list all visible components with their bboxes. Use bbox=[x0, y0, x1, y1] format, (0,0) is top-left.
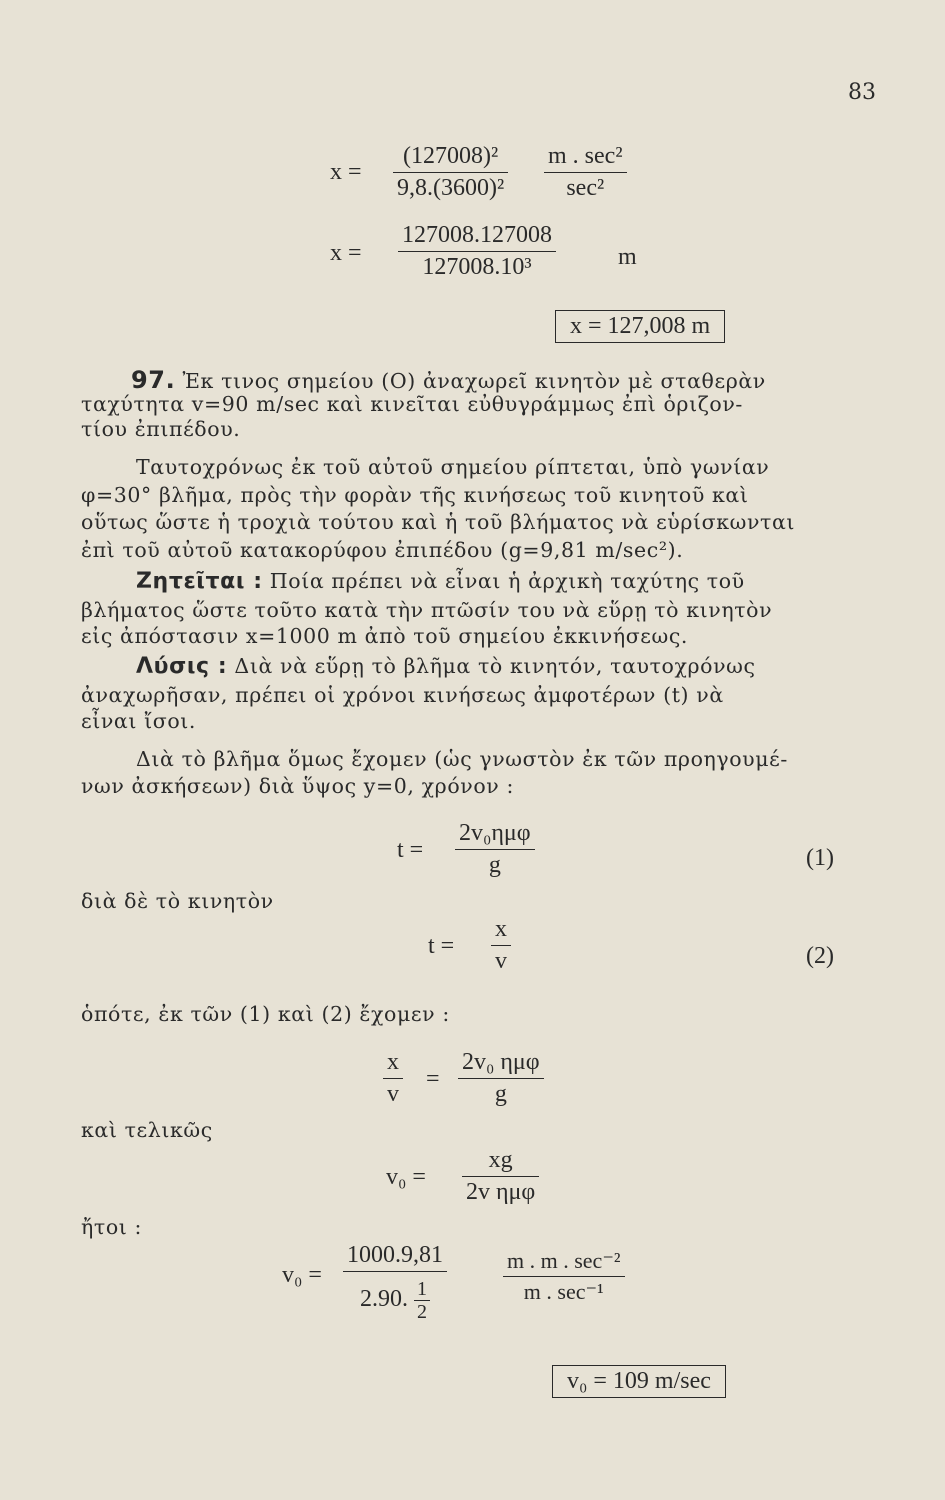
p2-line-4: ἐπὶ τοῦ αὐτοῦ κατακορύφου ἐπιπέδου (g=9,81 m/sec²). bbox=[81, 538, 684, 562]
eq1-num: 2v₀ημφ bbox=[455, 820, 535, 850]
eq-a-den-1: 9,8.(3600)² bbox=[397, 175, 505, 201]
eq4-den: 2v ημφ bbox=[466, 1179, 536, 1205]
p1-line-2: ταχύτητα v=90 m/sec καὶ κινεῖται εὐθυγράμμως ἐπὶ ὁριζον- bbox=[81, 392, 743, 416]
eq2-num: x bbox=[491, 916, 511, 946]
page-number: 83 bbox=[848, 80, 876, 105]
eq-a-lhs: x = bbox=[330, 159, 362, 185]
eq5-half-num: 1 bbox=[414, 1278, 430, 1301]
p3-line-3: εἰς ἀπόστασιν x=1000 m ἀπὸ τοῦ σημείου ἐκκινήσεως. bbox=[81, 624, 689, 648]
text-hence: ὁπότε, ἐκ τῶν (1) καὶ (2) ἔχομεν : bbox=[81, 1002, 450, 1026]
p4-text-1: Διὰ νὰ εὕρῃ τὸ βλῆμα τὸ κινητόν, ταυτοχρόνως bbox=[234, 654, 756, 678]
eq3-fraction-left bbox=[383, 1049, 403, 1108]
eq5-lhs: v₀ = bbox=[282, 1262, 322, 1288]
eq-b-den: 127008.10³ bbox=[422, 254, 532, 280]
eq-a-num-2: m . sec² bbox=[544, 143, 627, 173]
eq5-half bbox=[414, 1278, 430, 1323]
eq5-fraction bbox=[343, 1242, 447, 1323]
eq-b-fraction bbox=[398, 222, 556, 281]
eq5-den-a: 2.90. bbox=[360, 1286, 408, 1313]
p1-line-3: τίου ἐπιπέδου. bbox=[81, 417, 241, 441]
eq3-num-right: 2v₀ ημφ bbox=[458, 1049, 544, 1079]
eq3-equals: = bbox=[426, 1066, 440, 1092]
text-finally: καὶ τελικῶς bbox=[81, 1118, 213, 1142]
eq1-tag: (1) bbox=[806, 845, 834, 871]
p2-line-2: φ=30° βλῆμα, πρὸς τὴν φορὰν τῆς κινήσεως τοῦ κινητοῦ καὶ bbox=[81, 483, 749, 507]
eq4-lhs: v₀ = bbox=[386, 1164, 426, 1190]
eq1-fraction bbox=[455, 820, 535, 879]
result-box-1: x = 127,008 m bbox=[555, 310, 725, 343]
eq2-den: v bbox=[495, 948, 507, 974]
p4-line-3: εἶναι ἴσοι. bbox=[81, 709, 197, 733]
eq5-unit-fraction bbox=[503, 1248, 625, 1305]
eq5-unit-num: m . m . sec⁻² bbox=[503, 1248, 625, 1277]
zeteitai-label: Ζητεῖται : bbox=[136, 569, 263, 594]
p4-line-2: ἀναχωρῆσαν, πρέπει οἱ χρόνοι κινήσεως ἀμφοτέρων (t) νὰ bbox=[81, 683, 724, 707]
p4-line-1 bbox=[136, 654, 756, 679]
p3-line-1 bbox=[136, 569, 745, 594]
text-ie: ἤτοι : bbox=[81, 1215, 143, 1239]
lysis-label: Λύσις : bbox=[136, 654, 228, 679]
eq2-fraction bbox=[491, 916, 511, 975]
p1-text-1: Ἐκ τινος σημείου (Ο) ἀναχωρεῖ κινητὸν μὲ σταθερὰν bbox=[182, 369, 766, 393]
p1-line-1 bbox=[81, 366, 766, 394]
eq-a-den-2: sec² bbox=[566, 175, 605, 201]
p3-line-2: βλήματος ὥστε τοῦτο κατὰ τὴν πτῶσίν του νὰ εὕρῃ τὸ κινητὸν bbox=[81, 598, 773, 622]
eq3-den-left: v bbox=[387, 1081, 399, 1107]
eq-b-unit: m bbox=[618, 244, 637, 270]
eq1-den: g bbox=[488, 852, 501, 878]
eq-b-num: 127008.127008 bbox=[398, 222, 556, 252]
eq5-den bbox=[343, 1272, 447, 1323]
eq-a-fraction-2 bbox=[544, 143, 627, 202]
eq5-half-den: 2 bbox=[417, 1301, 427, 1323]
result-box-2: v₀ = 109 m/sec bbox=[552, 1365, 726, 1398]
eq-a-num-1: (127008)² bbox=[393, 143, 508, 173]
eq3-num-left: x bbox=[383, 1049, 403, 1079]
eq2-lhs: t = bbox=[428, 933, 455, 959]
eq3-den-right: g bbox=[494, 1081, 507, 1107]
p2-line-1: Ταυτοχρόνως ἐκ τοῦ αὐτοῦ σημείου ρίπτεται, ὑπὸ γωνίαν bbox=[136, 455, 770, 479]
text-for-mobile: διὰ δὲ τὸ κινητὸν bbox=[81, 889, 274, 913]
eq5-unit-den: m . sec⁻¹ bbox=[523, 1279, 604, 1304]
p5-line-2: νων ἀσκήσεων) διὰ ὕψος y=0, χρόνον : bbox=[81, 774, 514, 798]
eq2-tag: (2) bbox=[806, 943, 834, 969]
p3-text-1: Ποία πρέπει νὰ εἶναι ἡ ἀρχικὴ ταχύτης τοῦ bbox=[269, 569, 745, 593]
p5-line-1: Διὰ τὸ βλῆμα ὅμως ἔχομεν (ὡς γνωστὸν ἐκ τῶν προηγουμέ- bbox=[136, 747, 788, 771]
p2-line-3: οὕτως ὥστε ἡ τροχιὰ τούτου καὶ ἡ τοῦ βλήματος νὰ εὑρίσκωνται bbox=[81, 510, 796, 534]
eq-a-fraction-1 bbox=[393, 143, 508, 202]
eq3-fraction-right bbox=[458, 1049, 544, 1108]
eq5-num: 1000.9,81 bbox=[343, 1242, 447, 1272]
problem-number: 97. bbox=[131, 366, 176, 394]
eq4-fraction bbox=[462, 1147, 539, 1206]
eq-b-lhs: x = bbox=[330, 240, 362, 266]
eq1-lhs: t = bbox=[397, 837, 424, 863]
eq4-num: xg bbox=[462, 1147, 539, 1177]
